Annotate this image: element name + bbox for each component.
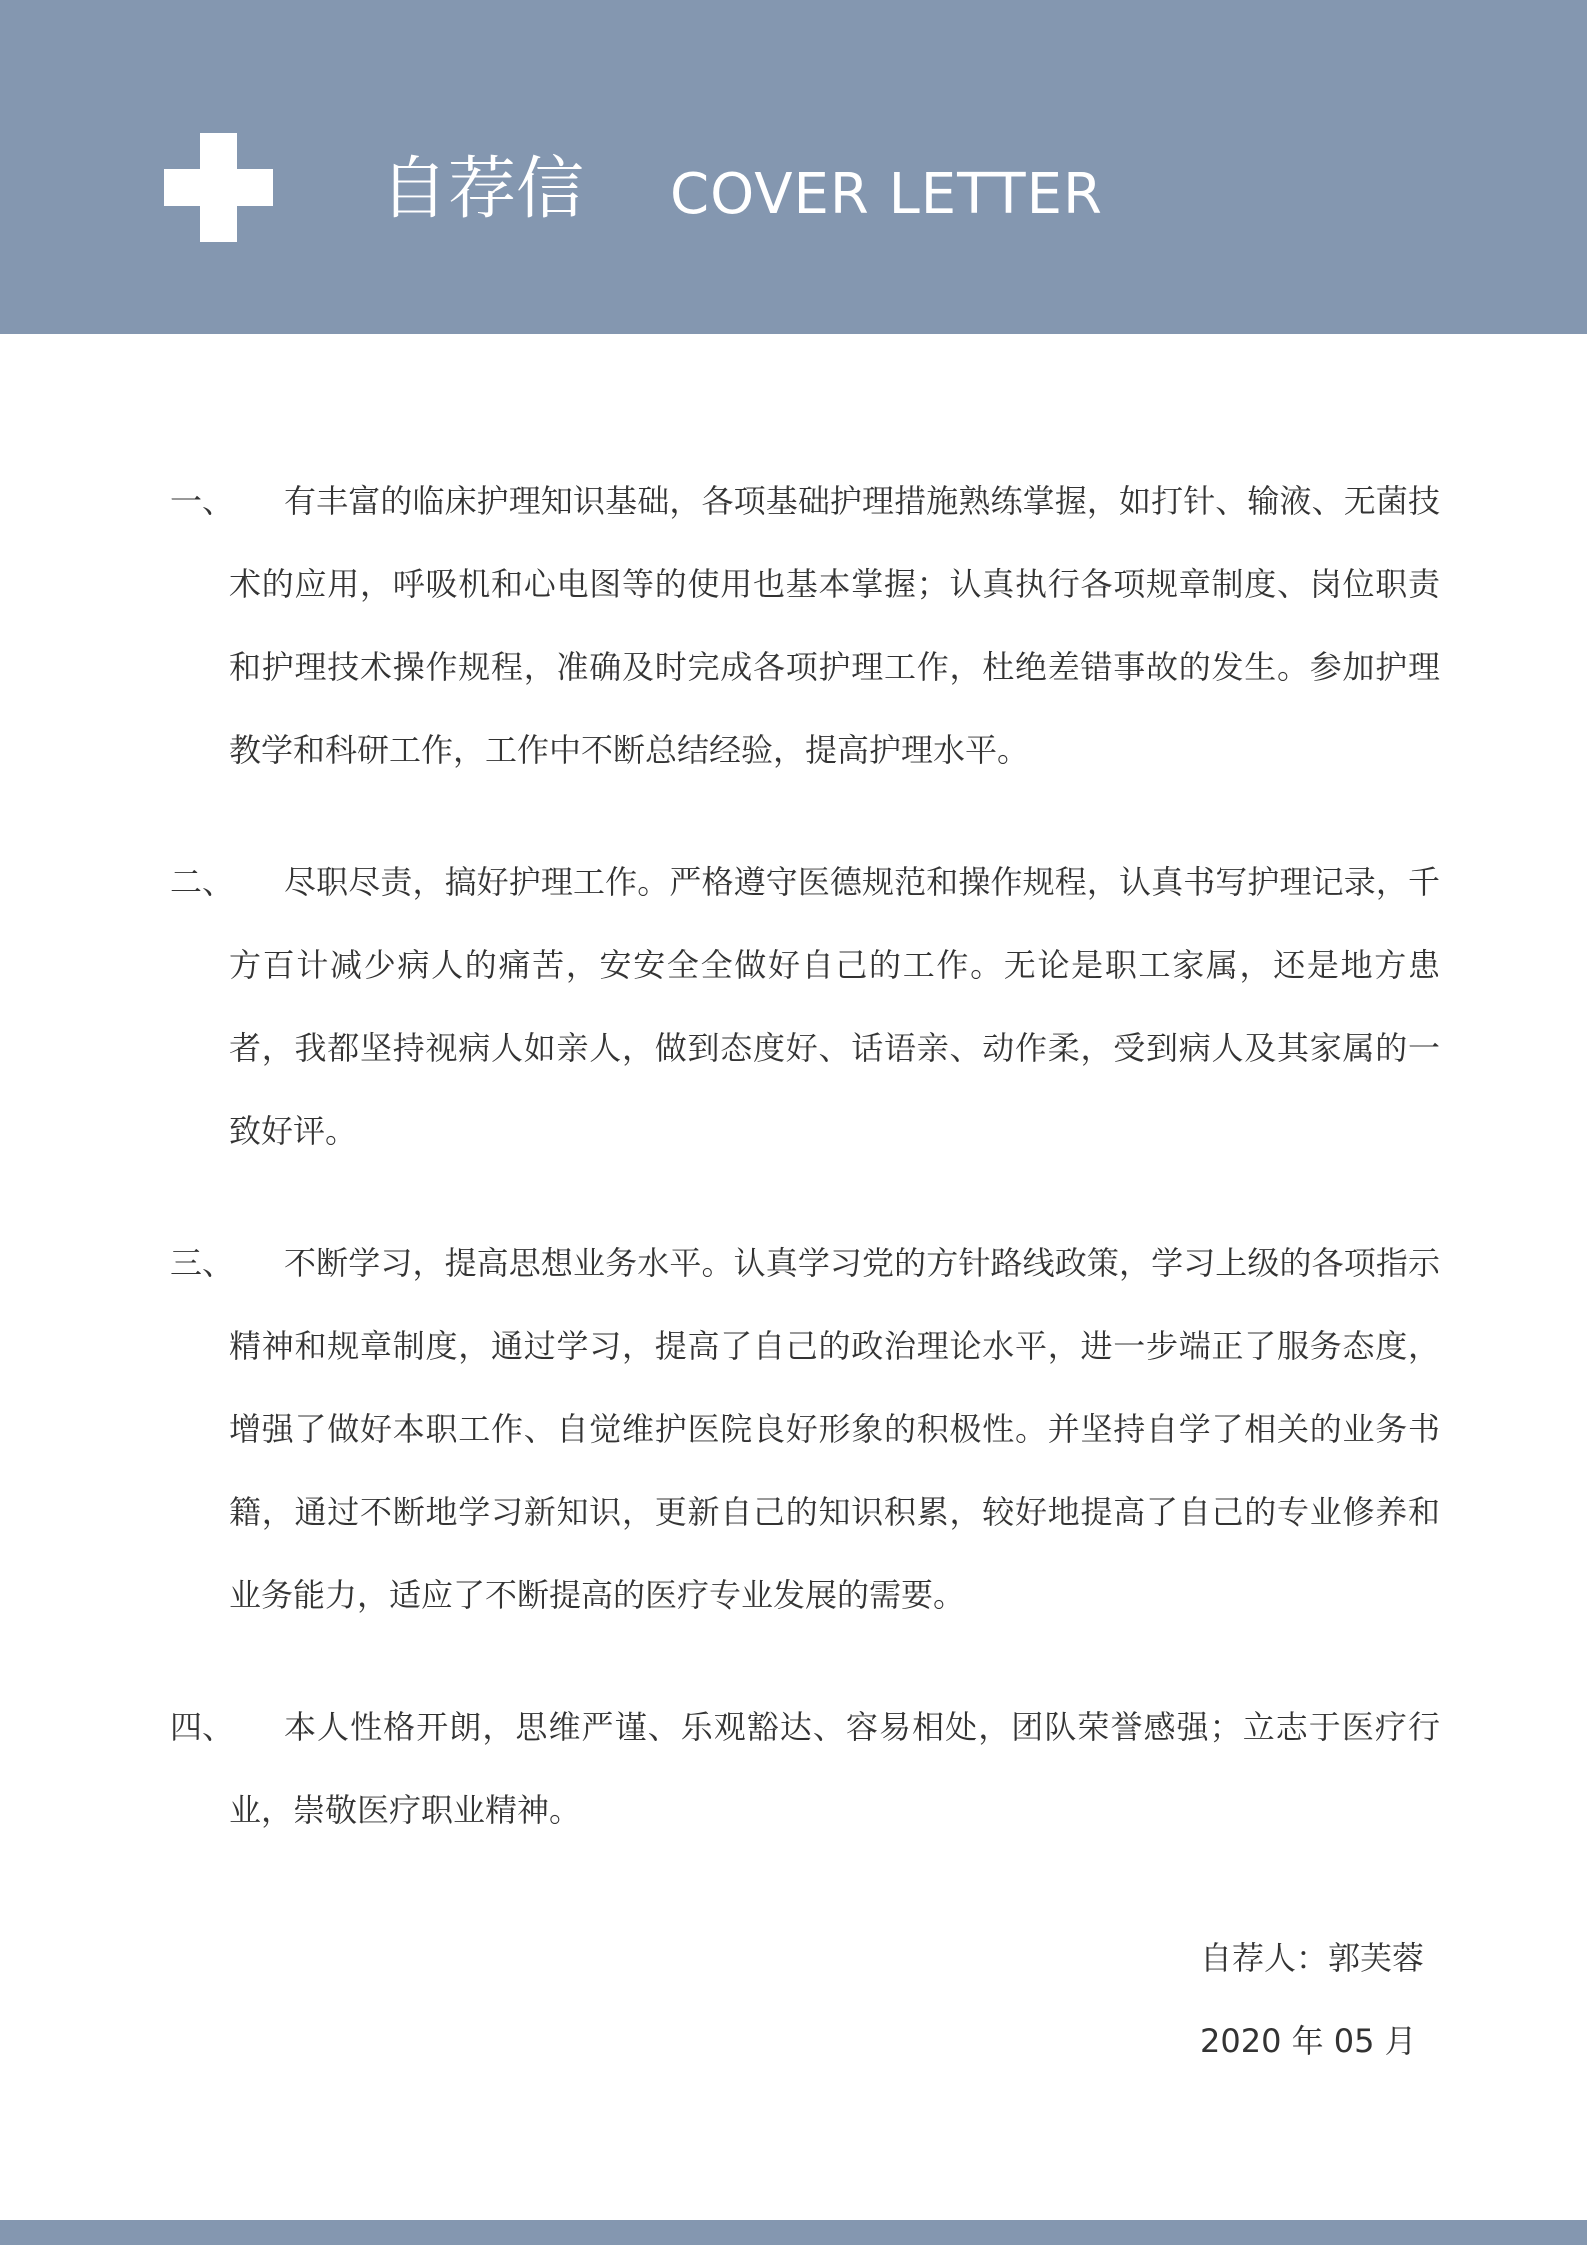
section-number: 一、 (170, 482, 235, 520)
letter-section-3 (170, 1222, 1440, 1637)
section-text: 本人性格开朗，思维严谨、乐观豁达、容易相处，团队荣誉感强；立志于医疗行业，崇敬医疗职业精神。 (229, 1708, 1440, 1829)
cross-horizontal-bar (164, 169, 273, 206)
footer-bar (0, 2220, 1587, 2245)
section-number: 二、 (170, 863, 235, 901)
section-text: 尽职尽责，搞好护理工作。严格遵守医德规范和操作规程，认真书写护理记录，千方百计减少病人的痛苦，安安全全做好自己的工作。无论是职工家属，还是地方患者，我都坚持视病人如亲人，做到态度好、话语亲、动作柔，受到病人及其家属的一致好评。 (229, 863, 1440, 1150)
header-banner (0, 0, 1587, 334)
letter-section-2 (170, 841, 1440, 1173)
section-text: 不断学习，提高思想业务水平。认真学习党的方针路线政策，学习上级的各项指示精神和规章制度，通过学习，提高了自己的政治理论水平，进一步端正了服务态度，增强了做好本职工作、自觉维护医院良好形象的积极性。并坚持自学了相关的业务书籍，通过不断地学习新知识，更新自己的知识积累，较好地提高了自己的专业修养和业务能力，适应了不断提高的医疗专业发展的需要。 (229, 1244, 1440, 1614)
page-title-english: COVER LETTER (670, 162, 1103, 227)
letter-section-1 (170, 460, 1440, 792)
signature-block (1200, 1917, 1424, 2083)
page-title-chinese: 自荐信 (380, 150, 585, 229)
section-number: 三、 (170, 1244, 235, 1282)
letter-body (170, 460, 1440, 1901)
signature-date: 2020 年 05 月 (1200, 2022, 1417, 2060)
section-number: 四、 (170, 1708, 235, 1746)
section-text: 有丰富的临床护理知识基础，各项基础护理措施熟练掌握，如打针、输液、无菌技术的应用，呼吸机和心电图等的使用也基本掌握；认真执行各项规章制度、岗位职责和护理技术操作规程，准确及时完成各项护理工作，杜绝差错事故的发生。参加护理教学和科研工作，工作中不断总结经验，提高护理水平。 (229, 482, 1440, 769)
signature-name: 自荐人：郭芙蓉 (1200, 1939, 1425, 1977)
letter-section-4 (170, 1686, 1440, 1852)
